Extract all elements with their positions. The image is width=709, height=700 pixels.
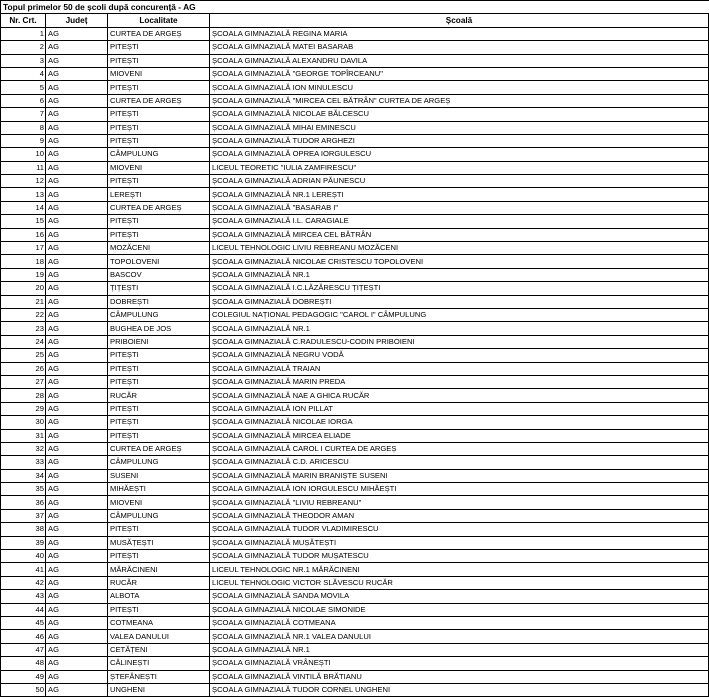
table-row	[1, 616, 709, 629]
cell-scoala: ȘCOALA GIMNAZIALĂ ADRIAN PĂUNESCU	[210, 175, 709, 188]
table-row	[1, 362, 709, 375]
cell-nr: 43	[1, 590, 46, 603]
table-row	[1, 134, 709, 147]
cell-judet: AG	[46, 389, 108, 402]
cell-judet: AG	[46, 670, 108, 683]
cell-nr: 32	[1, 442, 46, 455]
cell-nr: 38	[1, 523, 46, 536]
cell-nr: 8	[1, 121, 46, 134]
cell-nr: 27	[1, 375, 46, 388]
cell-judet: AG	[46, 496, 108, 509]
cell-localitate: PITEȘTI	[108, 429, 210, 442]
cell-localitate: PITEȘTI	[108, 215, 210, 228]
cell-judet: AG	[46, 456, 108, 469]
cell-judet: AG	[46, 402, 108, 415]
cell-judet: AG	[46, 54, 108, 67]
cell-scoala: ȘCOALA GIMNAZIALĂ ION MINULESCU	[210, 81, 709, 94]
cell-scoala: ȘCOALA GIMNAZIALĂ TUDOR CORNEL UNGHENI	[210, 683, 709, 696]
table-row	[1, 523, 709, 536]
table-row	[1, 295, 709, 308]
cell-localitate: PITEȘTI	[108, 81, 210, 94]
cell-judet: AG	[46, 268, 108, 281]
table-row	[1, 630, 709, 643]
table-row	[1, 81, 709, 94]
table-row	[1, 402, 709, 415]
table-row	[1, 536, 709, 549]
cell-judet: AG	[46, 94, 108, 107]
cell-nr: 47	[1, 643, 46, 656]
cell-nr: 49	[1, 670, 46, 683]
cell-scoala: ȘCOALA GIMNAZIALĂ NICOLAE CRISTESCU TOPOLOVENI	[210, 255, 709, 268]
cell-scoala: ȘCOALA GIMNAZIALĂ MARIN BRANIȘTE SUSENI	[210, 469, 709, 482]
cell-nr: 41	[1, 563, 46, 576]
table-row	[1, 201, 709, 214]
cell-scoala: LICEUL TEHNOLOGIC LIVIU REBREANU MOZĂCENI	[210, 242, 709, 255]
cell-nr: 25	[1, 349, 46, 362]
cell-localitate: UNGHENI	[108, 683, 210, 696]
cell-judet: AG	[46, 41, 108, 54]
cell-localitate: PITEȘTI	[108, 349, 210, 362]
cell-scoala: ȘCOALA GIMNAZIALĂ ION PILLAT	[210, 402, 709, 415]
cell-localitate: PITEȘTI	[108, 550, 210, 563]
cell-localitate: PITEȘTI	[108, 402, 210, 415]
table-row	[1, 268, 709, 281]
cell-localitate: PITEȘTI	[108, 175, 210, 188]
cell-judet: AG	[46, 442, 108, 455]
table-row	[1, 255, 709, 268]
cell-judet: AG	[46, 335, 108, 348]
cell-localitate: ALBOTA	[108, 590, 210, 603]
cell-nr: 5	[1, 81, 46, 94]
table-row	[1, 643, 709, 656]
cell-judet: AG	[46, 67, 108, 80]
cell-judet: AG	[46, 308, 108, 321]
table-row	[1, 550, 709, 563]
cell-localitate: CĂLINEȘTI	[108, 657, 210, 670]
header-nr: Nr. Crt.	[1, 14, 46, 27]
cell-nr: 11	[1, 161, 46, 174]
cell-scoala: ȘCOALA GIMNAZIALĂ NAE A GHICA RUCĂR	[210, 389, 709, 402]
cell-judet: AG	[46, 148, 108, 161]
cell-nr: 31	[1, 429, 46, 442]
table-row	[1, 416, 709, 429]
cell-scoala: COLEGIUL NAȚIONAL PEDAGOGIC "CAROL I" CÂMPULUNG	[210, 308, 709, 321]
cell-nr: 30	[1, 416, 46, 429]
cell-scoala: ȘCOALA GIMNAZIALĂ REGINA MARIA	[210, 27, 709, 40]
cell-nr: 17	[1, 242, 46, 255]
table-row	[1, 94, 709, 107]
cell-judet: AG	[46, 322, 108, 335]
cell-scoala: ȘCOALA GIMNAZIALĂ MIRCEA ELIADE	[210, 429, 709, 442]
cell-localitate: LEREȘTI	[108, 188, 210, 201]
cell-judet: AG	[46, 630, 108, 643]
table-row	[1, 322, 709, 335]
table-row	[1, 349, 709, 362]
header-judet: Județ	[46, 14, 108, 27]
cell-scoala: ȘCOALA GIMNAZIALĂ NR.1	[210, 268, 709, 281]
cell-localitate: PITEȘTI	[108, 228, 210, 241]
cell-localitate: BUGHEA DE JOS	[108, 322, 210, 335]
table-row	[1, 576, 709, 589]
cell-nr: 10	[1, 148, 46, 161]
cell-nr: 46	[1, 630, 46, 643]
cell-judet: AG	[46, 683, 108, 696]
cell-judet: AG	[46, 563, 108, 576]
table-row	[1, 429, 709, 442]
table-row	[1, 67, 709, 80]
cell-scoala: ȘCOALA GIMNAZIALĂ "BASARAB I"	[210, 201, 709, 214]
cell-nr: 14	[1, 201, 46, 214]
cell-scoala: ȘCOALA GIMNAZIALĂ "GEORGE TOPÎRCEANU"	[210, 67, 709, 80]
table-row	[1, 335, 709, 348]
cell-judet: AG	[46, 134, 108, 147]
cell-judet: AG	[46, 416, 108, 429]
cell-localitate: CÂMPULUNG	[108, 456, 210, 469]
cell-judet: AG	[46, 175, 108, 188]
cell-judet: AG	[46, 188, 108, 201]
cell-nr: 42	[1, 576, 46, 589]
cell-localitate: PITEȘTI	[108, 108, 210, 121]
cell-nr: 7	[1, 108, 46, 121]
cell-localitate: CURTEA DE ARGEȘ	[108, 94, 210, 107]
cell-nr: 13	[1, 188, 46, 201]
cell-nr: 15	[1, 215, 46, 228]
cell-nr: 19	[1, 268, 46, 281]
table-row	[1, 175, 709, 188]
cell-nr: 2	[1, 41, 46, 54]
cell-judet: AG	[46, 215, 108, 228]
table-row	[1, 215, 709, 228]
table-row	[1, 375, 709, 388]
table-row	[1, 590, 709, 603]
cell-localitate: CÂMPULUNG	[108, 148, 210, 161]
cell-localitate: TOPOLOVENI	[108, 255, 210, 268]
header-localitate: Localitate	[108, 14, 210, 27]
cell-localitate: CURTEA DE ARGEȘ	[108, 442, 210, 455]
cell-nr: 34	[1, 469, 46, 482]
table-row	[1, 509, 709, 522]
cell-scoala: LICEUL TEHNOLOGIC NR.1 MĂRĂCINENI	[210, 563, 709, 576]
cell-nr: 45	[1, 616, 46, 629]
cell-judet: AG	[46, 228, 108, 241]
cell-scoala: ȘCOALA GIMNAZIALĂ DOBREȘTI	[210, 295, 709, 308]
cell-nr: 20	[1, 282, 46, 295]
cell-localitate: MUSĂȚEȘTI	[108, 536, 210, 549]
cell-judet: AG	[46, 362, 108, 375]
cell-scoala: ȘCOALA GIMNAZIALĂ I.L. CARAGIALE	[210, 215, 709, 228]
cell-nr: 26	[1, 362, 46, 375]
table-row	[1, 442, 709, 455]
cell-localitate: MOZĂCENI	[108, 242, 210, 255]
cell-localitate: PITEȘTI	[108, 523, 210, 536]
cell-nr: 24	[1, 335, 46, 348]
table-row	[1, 161, 709, 174]
table-row	[1, 188, 709, 201]
cell-judet: AG	[46, 121, 108, 134]
cell-scoala: LICEUL TEHNOLOGIC VICTOR SLĂVESCU RUCĂR	[210, 576, 709, 589]
cell-scoala: ȘCOALA GIMNAZIALĂ C.RADULESCU-CODIN PRIBOIENI	[210, 335, 709, 348]
cell-localitate: PITEȘTI	[108, 54, 210, 67]
cell-judet: AG	[46, 161, 108, 174]
cell-localitate: RUCĂR	[108, 576, 210, 589]
cell-judet: AG	[46, 483, 108, 496]
cell-judet: AG	[46, 295, 108, 308]
table-row	[1, 683, 709, 696]
cell-scoala: ȘCOALA GIMNAZIALĂ TUDOR MUȘATESCU	[210, 550, 709, 563]
table-row	[1, 27, 709, 40]
cell-scoala: ȘCOALA GIMNAZIALĂ "MIRCEA CEL BĂTRÂN" CURTEA DE ARGEȘ	[210, 94, 709, 107]
cell-scoala: ȘCOALA GIMNAZIALĂ NR.1	[210, 322, 709, 335]
cell-scoala: ȘCOALA GIMNAZIALĂ OPREA IORGULESCU	[210, 148, 709, 161]
cell-judet: AG	[46, 523, 108, 536]
cell-localitate: MIOVENI	[108, 161, 210, 174]
cell-judet: AG	[46, 375, 108, 388]
cell-judet: AG	[46, 108, 108, 121]
table-row	[1, 282, 709, 295]
cell-localitate: CETĂȚENI	[108, 643, 210, 656]
cell-scoala: ȘCOALA GIMNAZIALĂ THEODOR AMAN	[210, 509, 709, 522]
cell-nr: 33	[1, 456, 46, 469]
cell-localitate: BASCOV	[108, 268, 210, 281]
cell-nr: 22	[1, 308, 46, 321]
cell-judet: AG	[46, 509, 108, 522]
table-row	[1, 308, 709, 321]
cell-localitate: PITEȘTI	[108, 362, 210, 375]
table-row	[1, 469, 709, 482]
table-body	[1, 27, 709, 697]
header-row	[1, 14, 709, 27]
cell-nr: 50	[1, 683, 46, 696]
cell-localitate: ȘTEFĂNEȘTI	[108, 670, 210, 683]
cell-localitate: PITEȘTI	[108, 416, 210, 429]
cell-scoala: ȘCOALA GIMNAZIALĂ VINTILĂ BRĂTIANU	[210, 670, 709, 683]
table-row	[1, 483, 709, 496]
cell-nr: 48	[1, 657, 46, 670]
table-row	[1, 456, 709, 469]
cell-scoala: ȘCOALA GIMNAZIALĂ COTMEANA	[210, 616, 709, 629]
cell-localitate: MIOVENI	[108, 67, 210, 80]
cell-scoala: ȘCOALA GIMNAZIALĂ C.D. ARICESCU	[210, 456, 709, 469]
cell-localitate: ȚIȚEȘTI	[108, 282, 210, 295]
table-row	[1, 563, 709, 576]
cell-localitate: CÂMPULUNG	[108, 308, 210, 321]
cell-nr: 37	[1, 509, 46, 522]
cell-scoala: LICEUL TEORETIC "IULIA ZAMFIRESCU"	[210, 161, 709, 174]
cell-scoala: ȘCOALA GIMNAZIALĂ MATEI BASARAB	[210, 41, 709, 54]
cell-nr: 1	[1, 27, 46, 40]
cell-judet: AG	[46, 643, 108, 656]
cell-nr: 23	[1, 322, 46, 335]
cell-judet: AG	[46, 255, 108, 268]
cell-scoala: ȘCOALA GIMNAZIALĂ TRAIAN	[210, 362, 709, 375]
cell-scoala: ȘCOALA GIMNAZIALĂ I.C.LĂZĂRESCU ȚIȚEȘTI	[210, 282, 709, 295]
cell-nr: 9	[1, 134, 46, 147]
cell-localitate: SUSENI	[108, 469, 210, 482]
table-row	[1, 108, 709, 121]
cell-nr: 29	[1, 402, 46, 415]
cell-judet: AG	[46, 27, 108, 40]
cell-localitate: RUCĂR	[108, 389, 210, 402]
cell-scoala: ȘCOALA GIMNAZIALĂ CAROL I CURTEA DE ARGEȘ	[210, 442, 709, 455]
cell-scoala: ȘCOALA GIMNAZIALĂ NR.1 LEREȘTI	[210, 188, 709, 201]
cell-nr: 6	[1, 94, 46, 107]
cell-scoala: ȘCOALA GIMNAZIALĂ NR.1 VALEA DANULUI	[210, 630, 709, 643]
table-row	[1, 242, 709, 255]
cell-nr: 44	[1, 603, 46, 616]
table-row	[1, 228, 709, 241]
cell-localitate: PITEȘTI	[108, 603, 210, 616]
table-row	[1, 670, 709, 683]
cell-localitate: PITEȘTI	[108, 375, 210, 388]
table-row	[1, 496, 709, 509]
cell-nr: 3	[1, 54, 46, 67]
table-row	[1, 41, 709, 54]
cell-judet: AG	[46, 349, 108, 362]
cell-scoala: ȘCOALA GIMNAZIALĂ ALEXANDRU DAVILA	[210, 54, 709, 67]
title-row	[1, 1, 709, 14]
cell-judet: AG	[46, 657, 108, 670]
cell-judet: AG	[46, 536, 108, 549]
cell-localitate: VALEA DANULUI	[108, 630, 210, 643]
cell-scoala: ȘCOALA GIMNAZIALĂ MIRCEA CEL BĂTRÂN	[210, 228, 709, 241]
cell-nr: 28	[1, 389, 46, 402]
cell-scoala: ȘCOALA GIMNAZIALĂ SANDA MOVILA	[210, 590, 709, 603]
cell-scoala: ȘCOALA GIMNAZIALĂ MIHAI EMINESCU	[210, 121, 709, 134]
cell-scoala: ȘCOALA GIMNAZIALĂ NEGRU VODĂ	[210, 349, 709, 362]
table-row	[1, 657, 709, 670]
cell-scoala: ȘCOALA GIMNAZIALĂ MUȘĂTEȘTI	[210, 536, 709, 549]
cell-judet: AG	[46, 576, 108, 589]
cell-nr: 21	[1, 295, 46, 308]
cell-nr: 39	[1, 536, 46, 549]
cell-scoala: ȘCOALA GIMNAZIALĂ "LIVIU REBREANU"	[210, 496, 709, 509]
cell-scoala: ȘCOALA GIMNAZIALĂ MARIN PREDA	[210, 375, 709, 388]
cell-scoala: ȘCOALA GIMNAZIALĂ NICOLAE SIMONIDE	[210, 603, 709, 616]
cell-scoala: ȘCOALA GIMNAZIALĂ NICOLAE IORGA	[210, 416, 709, 429]
table-row	[1, 54, 709, 67]
cell-judet: AG	[46, 616, 108, 629]
cell-judet: AG	[46, 590, 108, 603]
cell-nr: 16	[1, 228, 46, 241]
table-row	[1, 389, 709, 402]
cell-localitate: PITEȘTI	[108, 41, 210, 54]
cell-localitate: PRIBOIENI	[108, 335, 210, 348]
cell-nr: 35	[1, 483, 46, 496]
cell-scoala: ȘCOALA GIMNAZIALĂ ION IORGULESCU MIHĂEȘTI	[210, 483, 709, 496]
cell-nr: 36	[1, 496, 46, 509]
cell-nr: 40	[1, 550, 46, 563]
cell-judet: AG	[46, 603, 108, 616]
cell-localitate: CÂMPULUNG	[108, 509, 210, 522]
cell-localitate: COTMEANA	[108, 616, 210, 629]
table-row	[1, 603, 709, 616]
cell-localitate: PITEȘTI	[108, 121, 210, 134]
cell-judet: AG	[46, 282, 108, 295]
cell-localitate: MIHĂEȘTI	[108, 483, 210, 496]
cell-localitate: DOBREȘTI	[108, 295, 210, 308]
table-row	[1, 121, 709, 134]
cell-judet: AG	[46, 469, 108, 482]
cell-judet: AG	[46, 429, 108, 442]
cell-nr: 12	[1, 175, 46, 188]
table-title: Topul primelor 50 de școli după concurență - AG	[1, 1, 709, 14]
cell-scoala: ȘCOALA GIMNAZIALĂ TUDOR VLADIMIRESCU	[210, 523, 709, 536]
cell-judet: AG	[46, 550, 108, 563]
cell-scoala: ȘCOALA GIMNAZIALĂ VRÂNEȘTI	[210, 657, 709, 670]
table-row	[1, 148, 709, 161]
cell-scoala: ȘCOALA GIMNAZIALĂ NICOLAE BĂLCESCU	[210, 108, 709, 121]
cell-localitate: CURTEA DE ARGEȘ	[108, 27, 210, 40]
cell-judet: AG	[46, 81, 108, 94]
cell-localitate: CURTEA DE ARGEȘ	[108, 201, 210, 214]
cell-judet: AG	[46, 242, 108, 255]
cell-judet: AG	[46, 201, 108, 214]
cell-nr: 18	[1, 255, 46, 268]
cell-localitate: PITEȘTI	[108, 134, 210, 147]
cell-scoala: ȘCOALA GIMNAZIALĂ NR.1	[210, 643, 709, 656]
cell-scoala: ȘCOALA GIMNAZIALĂ TUDOR ARGHEZI	[210, 134, 709, 147]
cell-nr: 4	[1, 67, 46, 80]
cell-localitate: MĂRĂCINENI	[108, 563, 210, 576]
cell-localitate: MIOVENI	[108, 496, 210, 509]
header-scoala: Școală	[210, 14, 709, 27]
